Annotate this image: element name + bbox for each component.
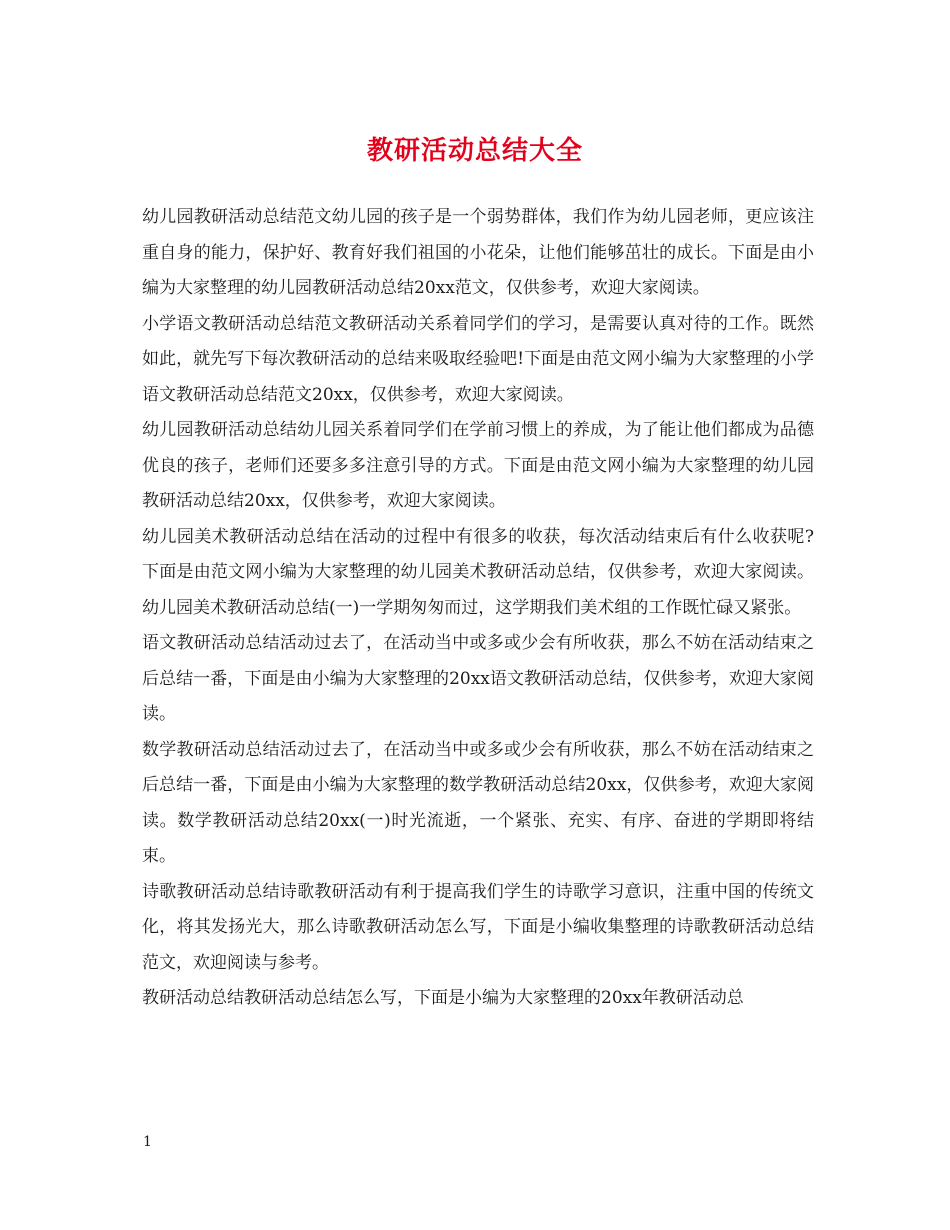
- paragraph-6: 数学教研活动总结活动过去了，在活动当中或多或少会有所收获，那么不妨在活动结束之后总结一番，下面是由小编为大家整理的数学教研活动总结20xx，仅供参考，欢迎大家阅读。数学教研活动总结20xx(一)时光流逝，一个紧张、充实、有序、奋进的学期即将结束。: [142, 739, 814, 866]
- document-body: [142, 200, 814, 1017]
- paragraph-3: 幼儿园教研活动总结幼儿园关系着同学们在学前习惯上的养成，为了能让他们都成为品德优良的孩子，老师们还要多多注意引导的方式。下面是由范文网小编为大家整理的幼儿园教研活动总结20xx，仅供参考，欢迎大家阅读。: [142, 420, 814, 511]
- paragraph-7: 诗歌教研活动总结诗歌教研活动有利于提高我们学生的诗歌学习意识，注重中国的传统文化，将其发扬光大，那么诗歌教研活动怎么写，下面是小编收集整理的诗歌教研活动总结范文，欢迎阅读与参考。: [142, 881, 814, 973]
- paragraph-1: 幼儿园教研活动总结范文幼儿园的孩子是一个弱势群体，我们作为幼儿园老师，更应该注重自身的能力，保护好、教育好我们祖国的小花朵，让他们能够茁壮的成长。下面是由小编为大家整理的幼儿园教研活动总结20xx范文，仅供参考，欢迎大家阅读。: [142, 207, 814, 298]
- paragraph-5: 语文教研活动总结活动过去了，在活动当中或多或少会有所收获，那么不妨在活动结束之后总结一番，下面是由小编为大家整理的20xx语文教研活动总结，仅供参考，欢迎大家阅读。: [142, 633, 814, 724]
- document-title: 教研活动总结大全: [366, 136, 583, 166]
- paragraph-4: 幼儿园美术教研活动总结在活动的过程中有很多的收获，每次活动结束后有什么收获呢?下面是由范文网小编为大家整理的幼儿园美术教研活动总结，仅供参考，欢迎大家阅读。幼儿园美术教研活动总结(一)一学期匆匆而过，这学期我们美术组的工作既忙碌又紧张。: [142, 526, 814, 618]
- page-number: 1: [143, 1134, 152, 1150]
- paragraph-2: 小学语文教研活动总结范文教研活动关系着同学们的学习，是需要认真对待的工作。既然如此，就先写下每次教研活动的总结来吸取经验吧!下面是由范文网小编为大家整理的小学语文教研活动总结范文20xx，仅供参考，欢迎大家阅读。: [142, 313, 814, 405]
- paragraph-8: 教研活动总结教研活动总结怎么写，下面是小编为大家整理的20xx年教研活动总: [142, 988, 744, 1008]
